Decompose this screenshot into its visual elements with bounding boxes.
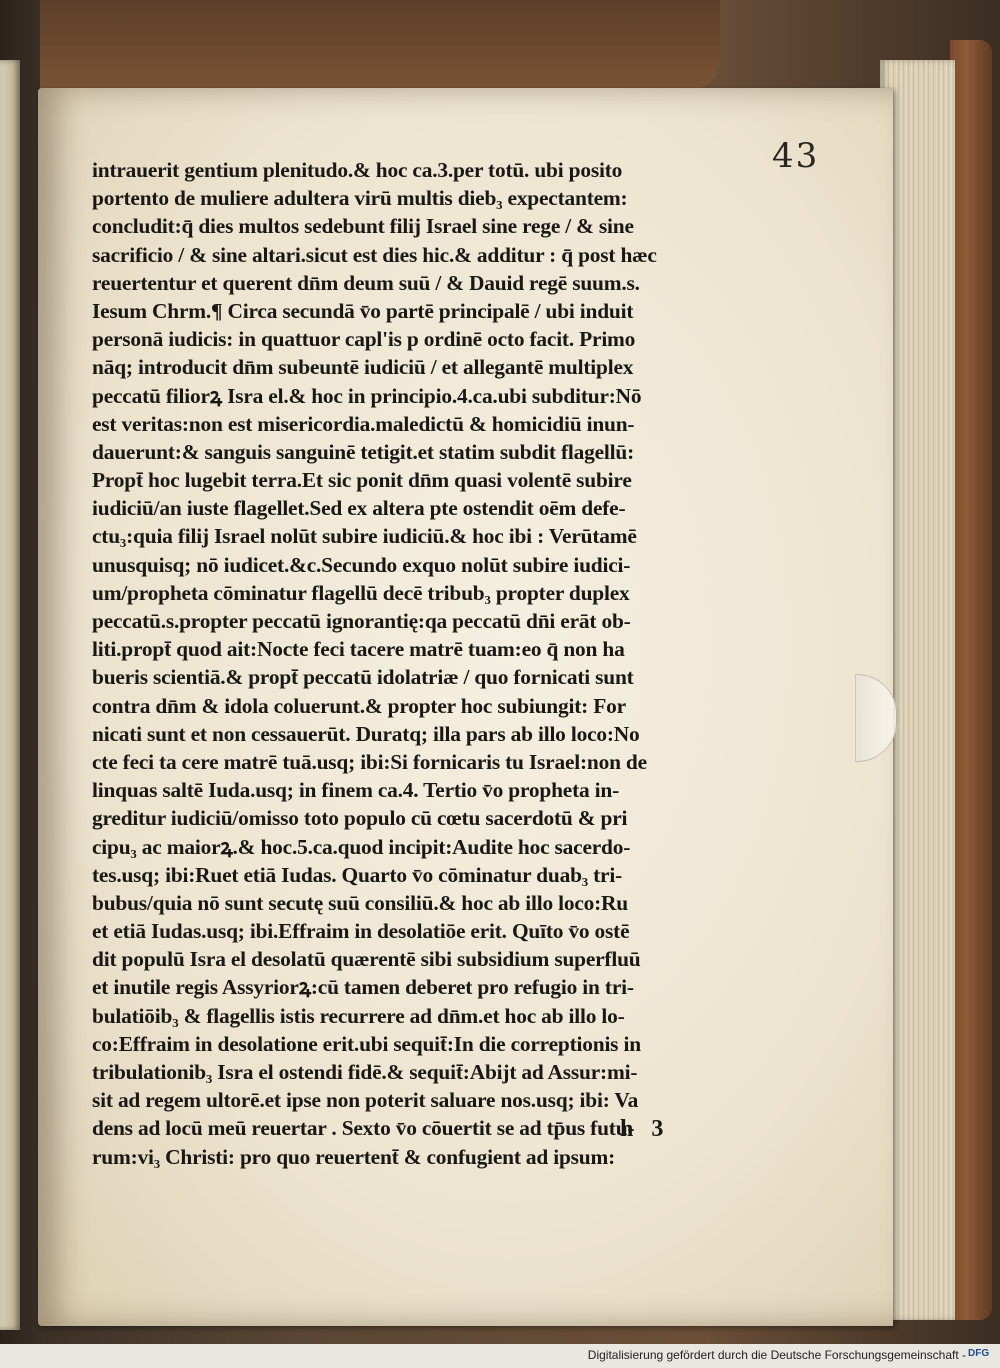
text-line: rum:vi₃ Christi: pro quo reuertent̄ & confugient ad ipsum: (92, 1144, 616, 1169)
text-line: greditur iudiciū/omisso toto populo cū cœtu sacerdotū & pri (92, 806, 628, 831)
text-line: linquas saltē Iuda.usq; in finem ca.4. Tertio v̄o propheta in- (92, 778, 620, 803)
text-line: intrauerit gentium plenitudo.& hoc ca.3.per totū. ubi posito (92, 158, 623, 182)
text-line: et etiā Iudas.usq; ibi.Effraim in desolatiōe erit. Quīto v̄o ostē (92, 919, 630, 944)
text-line: personā iudicis: in quattuor capl'is p ordinē octo facit. Primo (92, 327, 636, 352)
signature-mark: h 3 (620, 1116, 670, 1142)
text-line: dauerunt:& sanguis sanguinē tetigit.et statim subdit flagellū: (92, 439, 635, 464)
text-line: iudiciū/an iuste flagellet.Sed ex altera pte ostendit oēm defe- (92, 496, 626, 521)
text-line: um/propheta cōminatur flagellū decē tribub₃ propter duplex (92, 580, 630, 605)
text-line: dit populū Isra el desolatū quærentē sibi subsidium superfluū (92, 947, 641, 972)
text-line: Iesum Chrm.¶ Circa secundā v̄o partē principalē / ubi induit (92, 298, 634, 323)
text-line: tes.usq; ibi:Ruet etiā Iudas. Quarto v̄o cōminatur duab₃ tri- (92, 862, 623, 887)
text-line: portento de muliere adultera virū multis dieb₃ expectantem: (92, 186, 628, 211)
text-line: bueris scientiā.& propt̄ peccatū idolatriæ / quo fornicati sunt (92, 665, 634, 690)
dfg-logo: DFG (968, 1348, 990, 1359)
text-line: bulatiōib₃ & flagellis istis recurrere ad dn̄m.et hoc ab illo lo- (92, 1003, 625, 1028)
text-line: nāq; introducit dn̄m subeuntē iudiciū / et allegantē multiplex (92, 355, 634, 380)
text-line: est veritas:non est misericordia.maledictū & homicidiū inun- (92, 411, 635, 436)
text-line: liti.propt̄ quod ait:Nocte feci tacere matrē tuam:eo q̄ non ha (92, 637, 625, 662)
text-line: cte feci ta cere matrē tuā.usq; ibi:Si fornicaris tu Israel:non de (92, 749, 647, 774)
text-line: contra dn̄m & idola coluerunt.& propter hoc subiungit: For (92, 693, 626, 718)
text-line: et inutile regis Assyriorꝝ:cū tamen deberet pro refugio in tri- (92, 975, 634, 1000)
text-line: concludit:q̄ dies multos sedebunt filij Israel sine rege / & sine (92, 214, 634, 239)
text-line: ctu₃:quia filij Israel nolūt subire iudiciū.& hoc ibi : Verūtamē (92, 524, 637, 549)
text-line: sit ad regem ultorē.et ipse non poterit saluare nos.usq; ibi: Va (92, 1088, 639, 1113)
text-line: co:Effraim in desolatione erit.ubi sequit̄:In die correptionis in (92, 1031, 641, 1056)
facing-page-edge (0, 60, 20, 1330)
text-line: reuertentur et querent dn̄m deum suū / & Dauid regē suum.s. (92, 270, 640, 295)
text-line: Propt̄ hoc lugebit terra.Et sic ponit dn̄m quasi volentē subire (92, 468, 632, 493)
credit-text: Digitalisierung gefördert durch die Deutsche Forschungsgemeinschaft - (587, 1348, 966, 1362)
text-block (92, 156, 722, 1171)
text-line: tribulationib₃ Isra el ostendi fidē.& sequit̄:Abijt ad Assur:mi- (92, 1060, 638, 1084)
text-line: dens ad locū meū reuertar . Sexto v̄o cōuertit se ad tp̄us futu- (92, 1116, 635, 1141)
text-line: unusquisq; nō iudicet.&c.Secundo exquo nolūt subire iudici- (92, 552, 631, 577)
text-line: nicati sunt et non cessauerūt. Duratq; illa pars ab illo loco:No (92, 721, 640, 746)
text-line: sacrificio / & sine altari.sicut est dies hic.& additur : q̄ post hæc (92, 242, 657, 267)
text-line: peccatū.s.propter peccatū ignorantię:qa peccatū dn̄i erāt ob- (92, 609, 631, 633)
text-line: peccatū filiorꝝ Isra el.& hoc in principio.4.ca.ubi subditur:Nō (92, 383, 642, 408)
book-cover-spine-edge (950, 40, 992, 1320)
text-line: cipu₃ ac maiorꝝ.& hoc.5.ca.quod incipit:Audite hoc sacerdo- (92, 834, 631, 859)
folio-number: 43 (772, 136, 820, 176)
book-cover-top (40, 0, 720, 90)
text-line: bubus/quia nō sunt secutę suū consiliū.& hoc ab illo loco:Ru (92, 890, 628, 915)
